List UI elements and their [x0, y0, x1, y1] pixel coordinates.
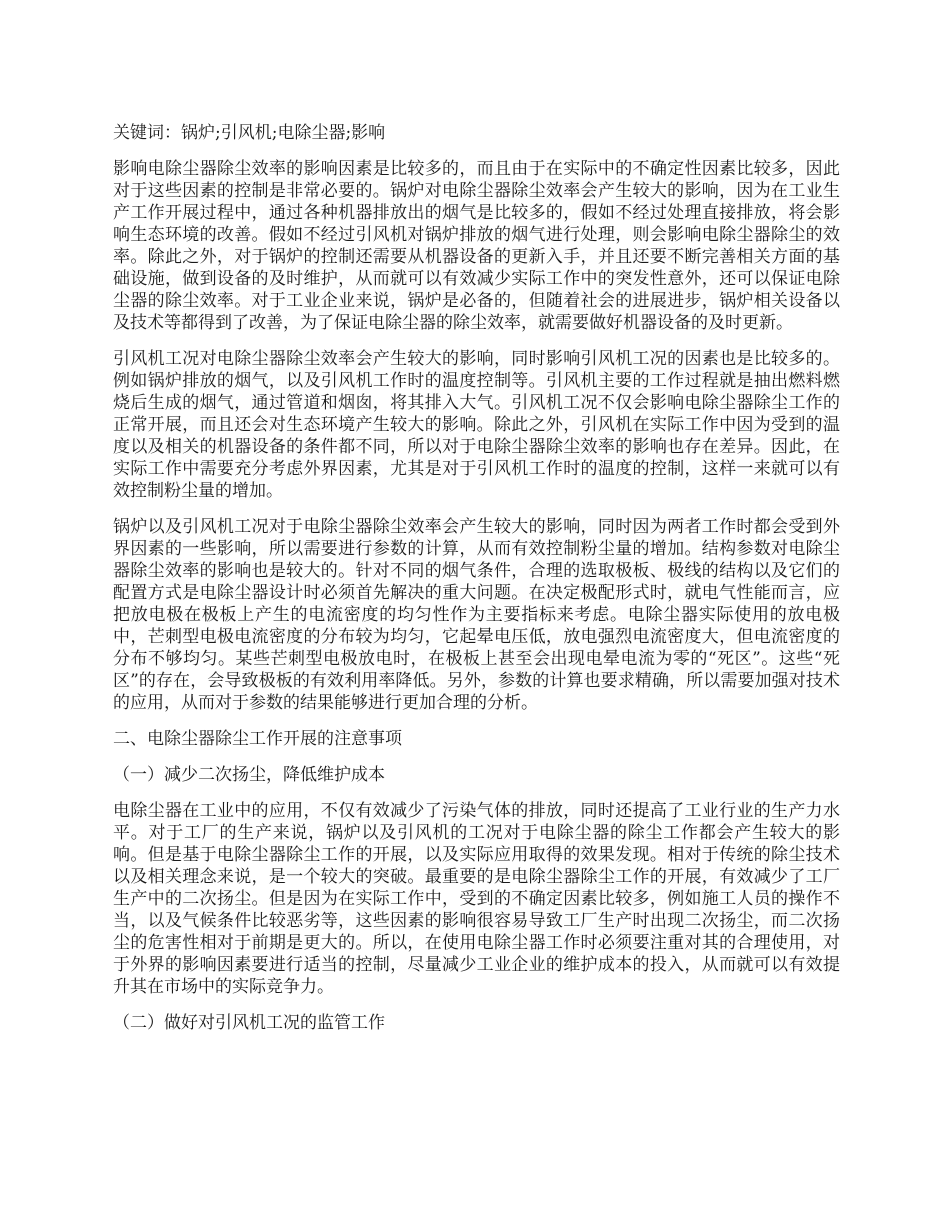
paragraph-structural-parameters: 锅炉以及引风机工况对于电除尘器除尘效率会产生较大的影响，同时因为两者工作时都会受到外界因素的一些影响，所以需要进行参数的计算，从而有效控制粉尘量的增加。结构参数对电除尘器除尘效率的影响也是较大的。针对不同的烟气条件，合理的选取极板、极线的结构以及它们的配置方式是电除尘器设计时必须首先解决的重大问题。在决定极配形式时，就电气性能而言，应把放电极在极板上产生的电流密度的均匀性作为主要指标来考虑。电除尘器实际使用的放电极中，芒刺型电极电流密度的分布较为均匀，它起晕电压低，放电强烈电流密度大，但电流密度的分布不够均匀。某些芒刺型电极放电时，在极板上甚至会出现电晕电流为零的“死区”。这些“死区”的存在，会导致极板的有效利用率降低。另外，参数的计算也要求精确，所以需要加强对技术的应用，从而对于参数的结果能够进行更加合理的分析。	[113, 517, 840, 713]
keywords-line: 关键词：锅炉;引风机;电除尘器;影响	[113, 123, 386, 143]
paragraph-boiler-influence: 影响电除尘器除尘效率的影响因素是比较多的，而且由于在实际中的不确定性因素比较多，因此对于这些因素的控制是非常必要的。锅炉对电除尘器除尘效率会产生较大的影响，因为在工业生产工作开展过程中，通过各种机器排放出的烟气是比较多的，假如不经过处理直接排放，将会影响生态环境的改善。假如不经过引风机对锅炉排放的烟气进行处理，则会影响电除尘器除尘的效率。除此之外，对于锅炉的控制还需要从机器设备的更新入手，并且还要不断完善相关方面的基础设施，做到设备的及时维护，从而就可以有效减少实际工作中的突发性意外，还可以保证电除尘器的除尘效率。对于工业企业来说，锅炉是必备的，但随着社会的进展进步，锅炉相关设备以及技术等都得到了改善，为了保证电除尘器的除尘效率，就需要做好机器设备的及时更新。	[113, 159, 840, 333]
subsection-heading-fan-supervision: （二）做好对引风机工况的监管工作	[113, 1013, 385, 1033]
paragraph-fan-influence: 引风机工况对电除尘器除尘效率会产生较大的影响，同时影响引风机工况的因素也是比较多的。例如锅炉排放的烟气，以及引风机工作时的温度控制等。引风机主要的工作过程就是抽出燃料燃烧后生成的烟气，通过管道和烟囱，将其排入大气。引风机工况不仅会影响电除尘器除尘工作的正常开展，而且还会对生态环境产生较大的影响。除此之外，引风机在实际工作中因为受到的温度以及相关的机器设备的条件都不同，所以对于电除尘器除尘效率的影响也存在差异。因此，在实际工作中需要充分考虑外界因素，尤其是对于引风机工作时的温度的控制，这样一来就可以有效控制粉尘量的增加。	[113, 349, 840, 501]
subsection-heading-secondary-dust: （一）减少二次扬尘，降低维护成本	[113, 765, 385, 785]
paragraph-secondary-dust: 电除尘器在工业中的应用，不仅有效减少了污染气体的排放，同时还提高了工业行业的生产力水平。对于工厂的生产来说，锅炉以及引风机的工况对于电除尘器的除尘工作都会产生较大的影响。但是基于电除尘器除尘工作的开展，以及实际应用取得的效果发现。相对于传统的除尘技术以及相关理念来说，是一个较大的突破。最重要的是电除尘器除尘工作的开展，有效减少了工厂生产中的二次扬尘。但是因为在实际工作中，受到的不确定因素比较多，例如施工人员的操作不当，以及气候条件比较恶劣等，这些因素的影响很容易导致工厂生产时出现二次扬尘，而二次扬尘的危害性相对于前期是更大的。所以，在使用电除尘器工作时必须要注重对其的合理使用，对于外界的影响因素要进行适当的控制，尽量减少工业企业的维护成本的投入，从而就可以有效提升其在市场中的实际竞争力。	[113, 801, 840, 997]
document-page	[113, 122, 840, 1048]
section-heading-precautions: 二、电除尘器除尘工作开展的注意事项	[113, 729, 402, 749]
